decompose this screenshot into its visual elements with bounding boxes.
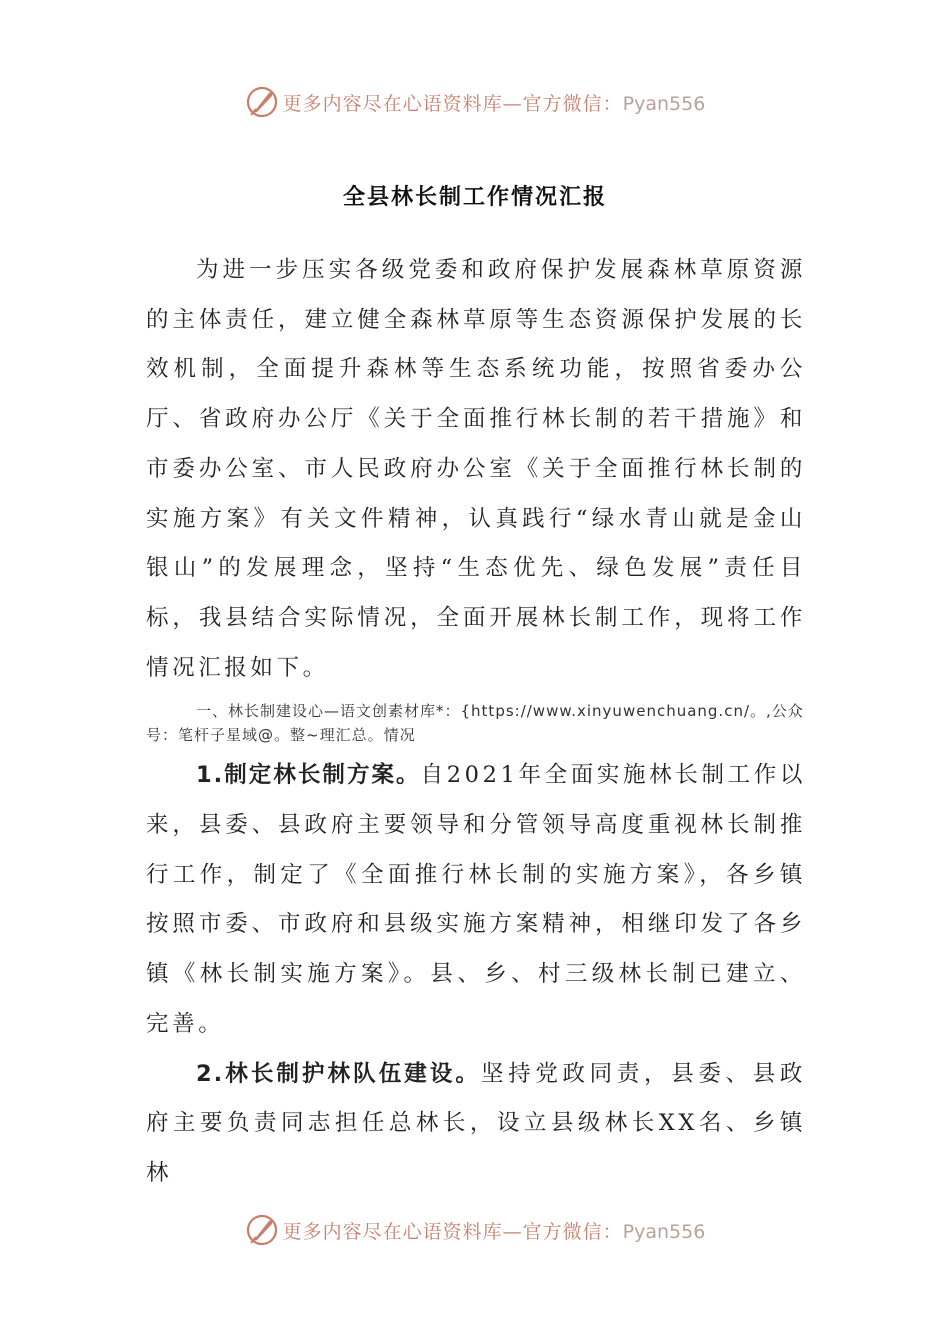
- document-title: 全县林长制工作情况汇报: [342, 185, 607, 210]
- watermark-text: 更多内容尽在心语资料库—官方微信：Pyan556: [282, 1220, 706, 1243]
- watermark-footer: [0, 1210, 950, 1250]
- section-1-heading: 一、林长制建设心—语文创素材库*：{https://www.xinyuwenchuang.cn/。,公众号：笔杆子星域@。整~理汇总。情况: [146, 702, 804, 745]
- item-2-heading: 2.林长制护林队伍建设。: [196, 1060, 481, 1087]
- intro-paragraph: 为进一步压实各级党委和政府保护发展森林草原资源的主体责任，建立健全森林草原等生态资源保护发展的长效机制，全面提升森林等生态系统功能，按照省委办公厅、省政府办公厅《关于全面推行林长制的若干措施》和市委办公室、市人民政府办公室《关于全面推行林长制的实施方案》有关文件精神，认真践行“绿水青山就是金山银山”的发展理念，坚持“生态优先、绿色发展”责任目标，我县结合实际情况，全面开展林长制工作，现将工作情况汇报如下。: [146, 257, 806, 681]
- document-body: [146, 246, 806, 1199]
- item-1-paragraph: [146, 751, 806, 1049]
- watermark-header: [0, 82, 950, 122]
- item-1-body: 自2021年全面实施林长制工作以来，县委、县政府主要领导和分管领导高度重视林长制推行工作，制定了《全面推行林长制的实施方案》，各乡镇按照市委、市政府和县级实施方案精神，相继印发了各乡镇《林长制实施方案》。县、乡、村三级林长制已建立、完善。: [146, 762, 806, 1037]
- item-2-body: 坚持党政同责，县委、县政府主要负责同志担任总林长，设立县级林长XX名、乡镇林: [146, 1060, 806, 1186]
- watermark-text: 更多内容尽在心语资料库—官方微信：Pyan556: [282, 92, 706, 115]
- quill-logo-icon: [245, 1213, 279, 1247]
- quill-logo-icon: [245, 85, 279, 119]
- item-2-paragraph: [146, 1050, 806, 1199]
- item-1-heading: 1.制定林长制方案。: [196, 762, 421, 789]
